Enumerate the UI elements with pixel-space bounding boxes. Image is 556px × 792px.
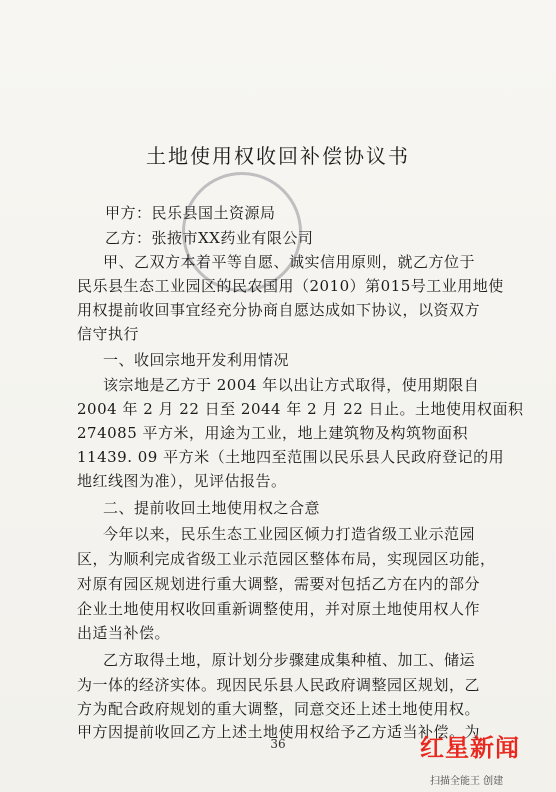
party-a-line: 甲方：民乐县国土资源局 bbox=[105, 204, 276, 222]
section2-line: 企业土地使用权收回重新调整使用，并对原土地使用权人作 bbox=[77, 600, 481, 618]
section2-line: 区，为顺利完成省级工业示范园区整体布局，实现园区功能， bbox=[77, 550, 496, 568]
watermark-scanner-caption: 扫描全能王 创建 bbox=[430, 776, 504, 787]
intro-line: 信守执行 bbox=[77, 325, 140, 343]
page-number: 36 bbox=[270, 737, 286, 751]
section2b-line: 甲方因提前收回乙方上述土地使用权给予乙方适当补偿。为 bbox=[77, 723, 481, 741]
section1-line: 该宗地是乙方于 2004 年以出让方式取得，使用期限自 bbox=[103, 376, 480, 394]
section2b-line: 方为配合政府规划的重大调整，同意交还上述土地使用权。 bbox=[77, 700, 481, 718]
section2-line: 对原有园区规划进行重大调整，需要对包括乙方在内的部分 bbox=[77, 575, 481, 593]
section1-heading: 一、收回宗地开发利用情况 bbox=[103, 351, 290, 369]
party-b-line: 乙方：张掖市XX药业有限公司 bbox=[105, 229, 314, 247]
watermark-brand-logo: 红星新闻 bbox=[420, 734, 520, 762]
intro-line: 甲、乙双方本着平等自愿、诚实信用原则，就乙方位于 bbox=[103, 253, 476, 271]
section2-heading: 二、提前收回土地使用权之合意 bbox=[103, 499, 321, 517]
intro-line: 用权提前收回事宜经充分协商自愿达成如下协议，以资双方 bbox=[77, 301, 481, 319]
section1-line: 2004 年 2 月 22 日至 2044 年 2 月 22 日止。土地使用权面积 bbox=[77, 400, 524, 418]
section2-line: 今年以来，民乐生态工业园区倾力打造省级工业示范园 bbox=[103, 525, 476, 543]
news-watermark bbox=[420, 728, 550, 788]
section2-line: 出适当补偿。 bbox=[77, 624, 171, 642]
intro-line: 民乐县生态工业园区的民农国用（2010）第015号工业用地使 bbox=[77, 277, 504, 295]
section1-line: 11439. 09 平方米（土地四至范围以民乐县人民政府登记的用 bbox=[77, 448, 505, 466]
section2b-line: 乙方取得土地，原计划分步骤建成集种植、加工、储运 bbox=[103, 651, 476, 669]
section1-line: 地红线图为准），见评估报告。 bbox=[77, 472, 287, 490]
section2b-line: 为一体的经济实体。现因民乐县人民政府调整园区规划，乙 bbox=[77, 676, 481, 694]
section1-line: 274085 平方米，用途为工业，地上建筑物及构筑物面积 bbox=[77, 424, 469, 442]
official-seal-stamp bbox=[182, 172, 302, 292]
document-title: 土地使用权收回补偿协议书 bbox=[146, 144, 410, 168]
